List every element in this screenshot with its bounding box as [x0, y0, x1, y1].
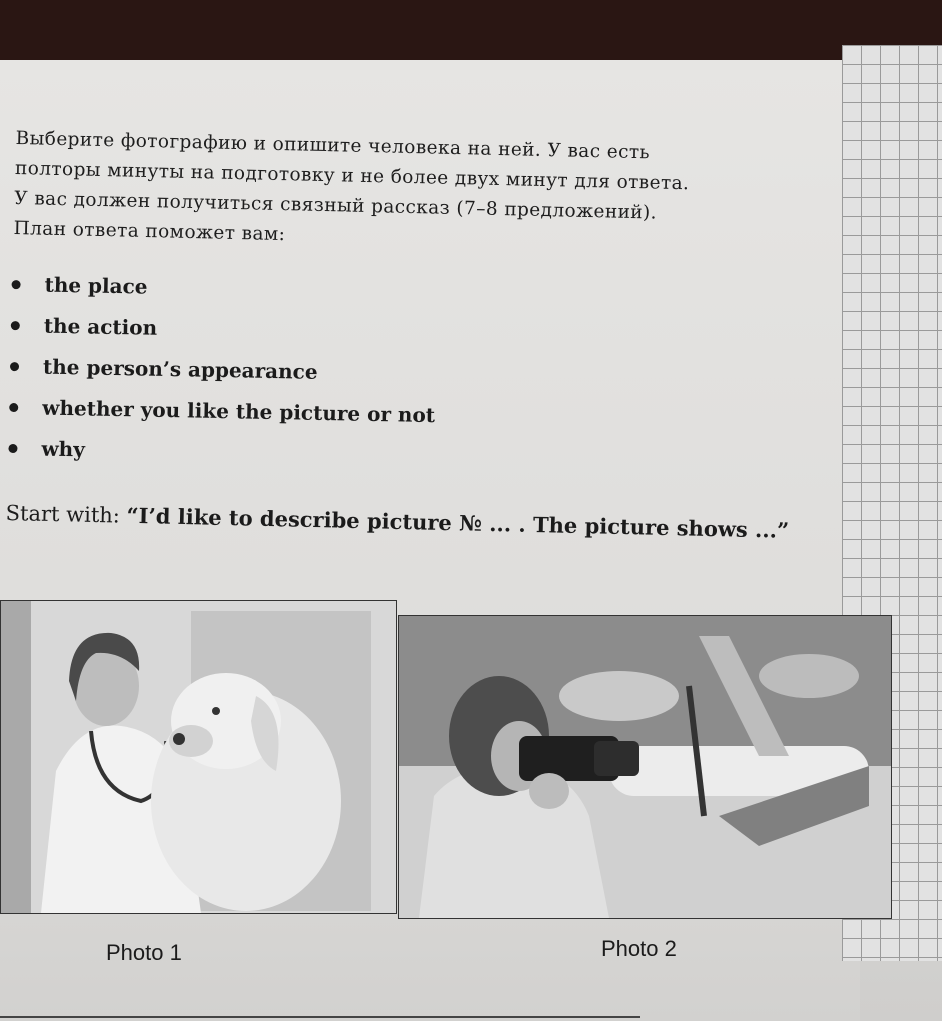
divider	[0, 1016, 640, 1018]
bullet-icon	[11, 321, 20, 330]
start-quote: “I’d like to describe picture № ... . The picture shows ...”	[126, 502, 790, 543]
bullet-icon	[9, 403, 18, 412]
task-instructions	[13, 124, 846, 263]
plan-item: whether you like the picture or not	[9, 387, 530, 438]
plan-item: the person’s appearance	[10, 346, 531, 397]
photo-2	[398, 615, 892, 919]
plan-item: the place	[11, 264, 532, 315]
photo-1	[0, 600, 397, 914]
instruction-line: Выберите фотографию и опишите человека на ней. У вас есть	[15, 127, 651, 164]
photo-1-caption: Photo 1	[106, 940, 182, 965]
bullet-icon	[12, 280, 21, 289]
photo-2-caption: Photo 2	[601, 936, 677, 961]
vet-with-dog-image	[1, 601, 396, 913]
plan-item: the action	[10, 305, 531, 356]
plan-item: why	[8, 428, 529, 479]
instruction-line: У вас должен получиться связный рассказ (7–8 предложений).	[14, 187, 658, 224]
bullet-icon	[8, 444, 17, 453]
instruction-line: полторы минуты на подготовку и не более двух минут для ответа.	[14, 157, 690, 195]
photographer-image	[399, 616, 891, 918]
start-prefix: Start with:	[5, 500, 127, 528]
bullet-icon	[10, 362, 19, 371]
instruction-line: План ответа поможет вам:	[13, 217, 286, 246]
answer-plan-list	[8, 264, 532, 479]
